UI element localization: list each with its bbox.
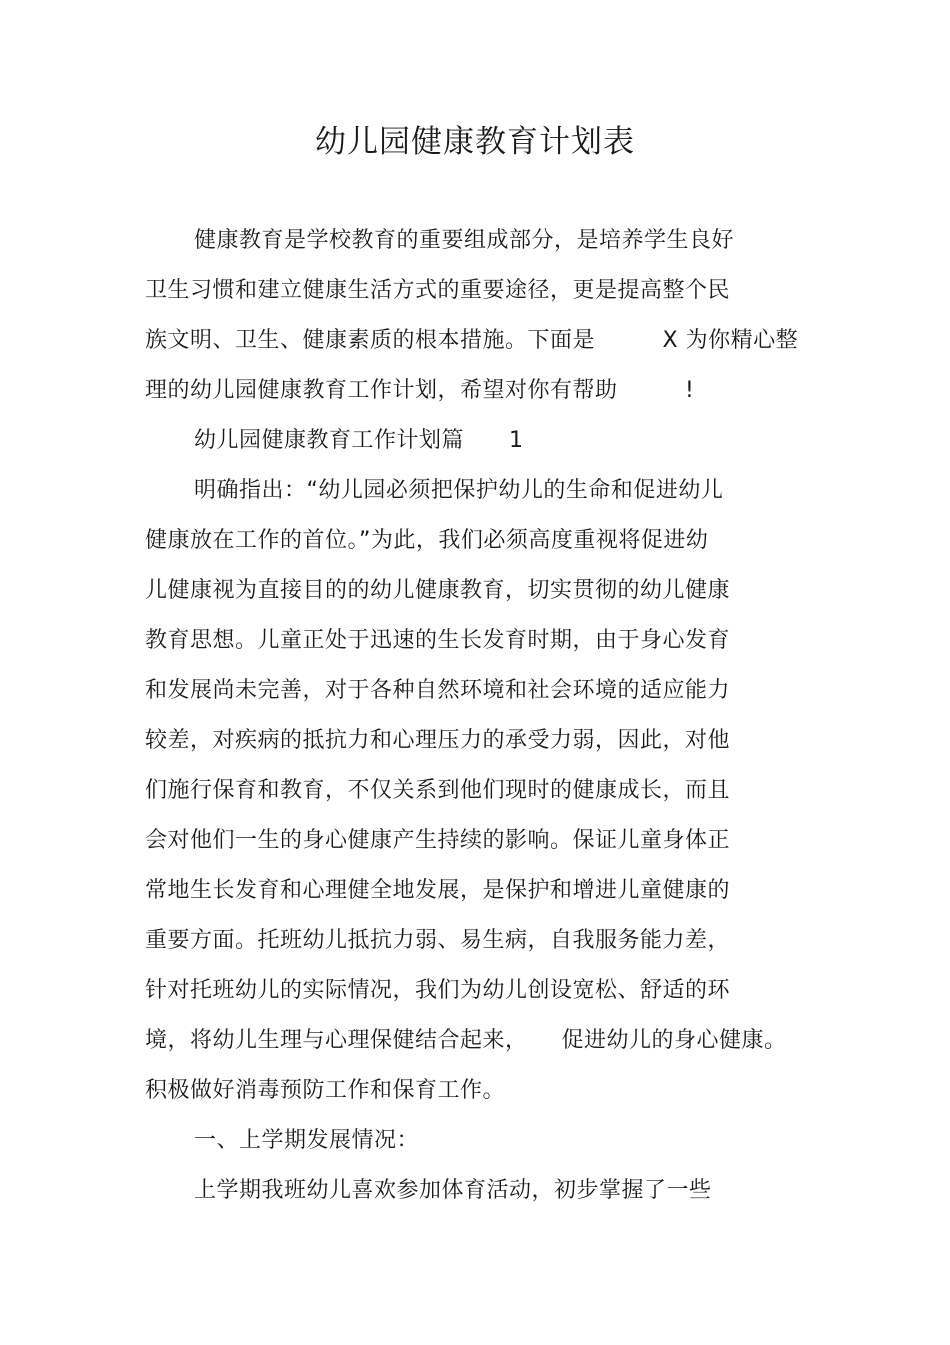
text-line: 儿健康视为直接目的的幼儿健康教育，切实贯彻的幼儿健康 <box>145 578 731 603</box>
text-line: 健康教育是学校教育的重要组成部分，是培养学生良好 <box>194 228 735 253</box>
text-line: 积极做好消毒预防工作和保育工作。 <box>145 1078 506 1103</box>
text-line: 重要方面。托班幼儿抵抗力弱、易生病，自我服务能力差， <box>145 928 731 953</box>
document-title: 幼儿园健康教育计划表 <box>315 124 635 160</box>
text-line: 们施行保育和教育，不仅关系到他们现时的健康成长，而且 <box>145 778 731 803</box>
text-line: 针对托班幼儿的实际情况，我们为幼儿创设宽松、舒适的环 <box>145 978 731 1003</box>
text-line: 常地生长发育和心理健全地发展，是保护和增进儿童健康的 <box>145 878 731 903</box>
text-line: 卫生习惯和建立健康生活方式的重要途径，更是提高整个民 <box>145 278 731 303</box>
text-line: 族文明、卫生、健康素质的根本措施。下面是 X 为你精心整 <box>145 328 799 353</box>
text-line: 会对他们一生的身心健康产生持续的影响。保证儿童身体正 <box>145 828 731 853</box>
text-line: 明确指出：“幼儿园必须把保护幼儿的生命和促进幼儿 <box>194 478 724 503</box>
section-heading: 一、上学期发展情况： <box>194 1128 420 1153</box>
text-line: 上学期我班幼儿喜欢参加体育活动，初步掌握了一些 <box>194 1178 712 1203</box>
section-heading: 幼儿园健康教育工作计划篇 1 <box>194 428 524 453</box>
text-line: 健康放在工作的首位。”为此，我们必须高度重视将促进幼 <box>145 528 709 553</box>
text-line: 理的幼儿园健康教育工作计划，希望对你有帮助 ! <box>145 378 695 403</box>
text-line: 和发展尚未完善，对于各种自然环境和社会环境的适应能力 <box>145 678 731 703</box>
text-line: 较差，对疾病的抵抗力和心理压力的承受力弱，因此，对他 <box>145 728 731 753</box>
text-line: 境，将幼儿生理与心理保健结合起来， 促进幼儿的身心健康。 <box>145 1028 787 1053</box>
text-line: 教育思想。儿童正处于迅速的生长发育时期，由于身心发育 <box>145 628 731 653</box>
